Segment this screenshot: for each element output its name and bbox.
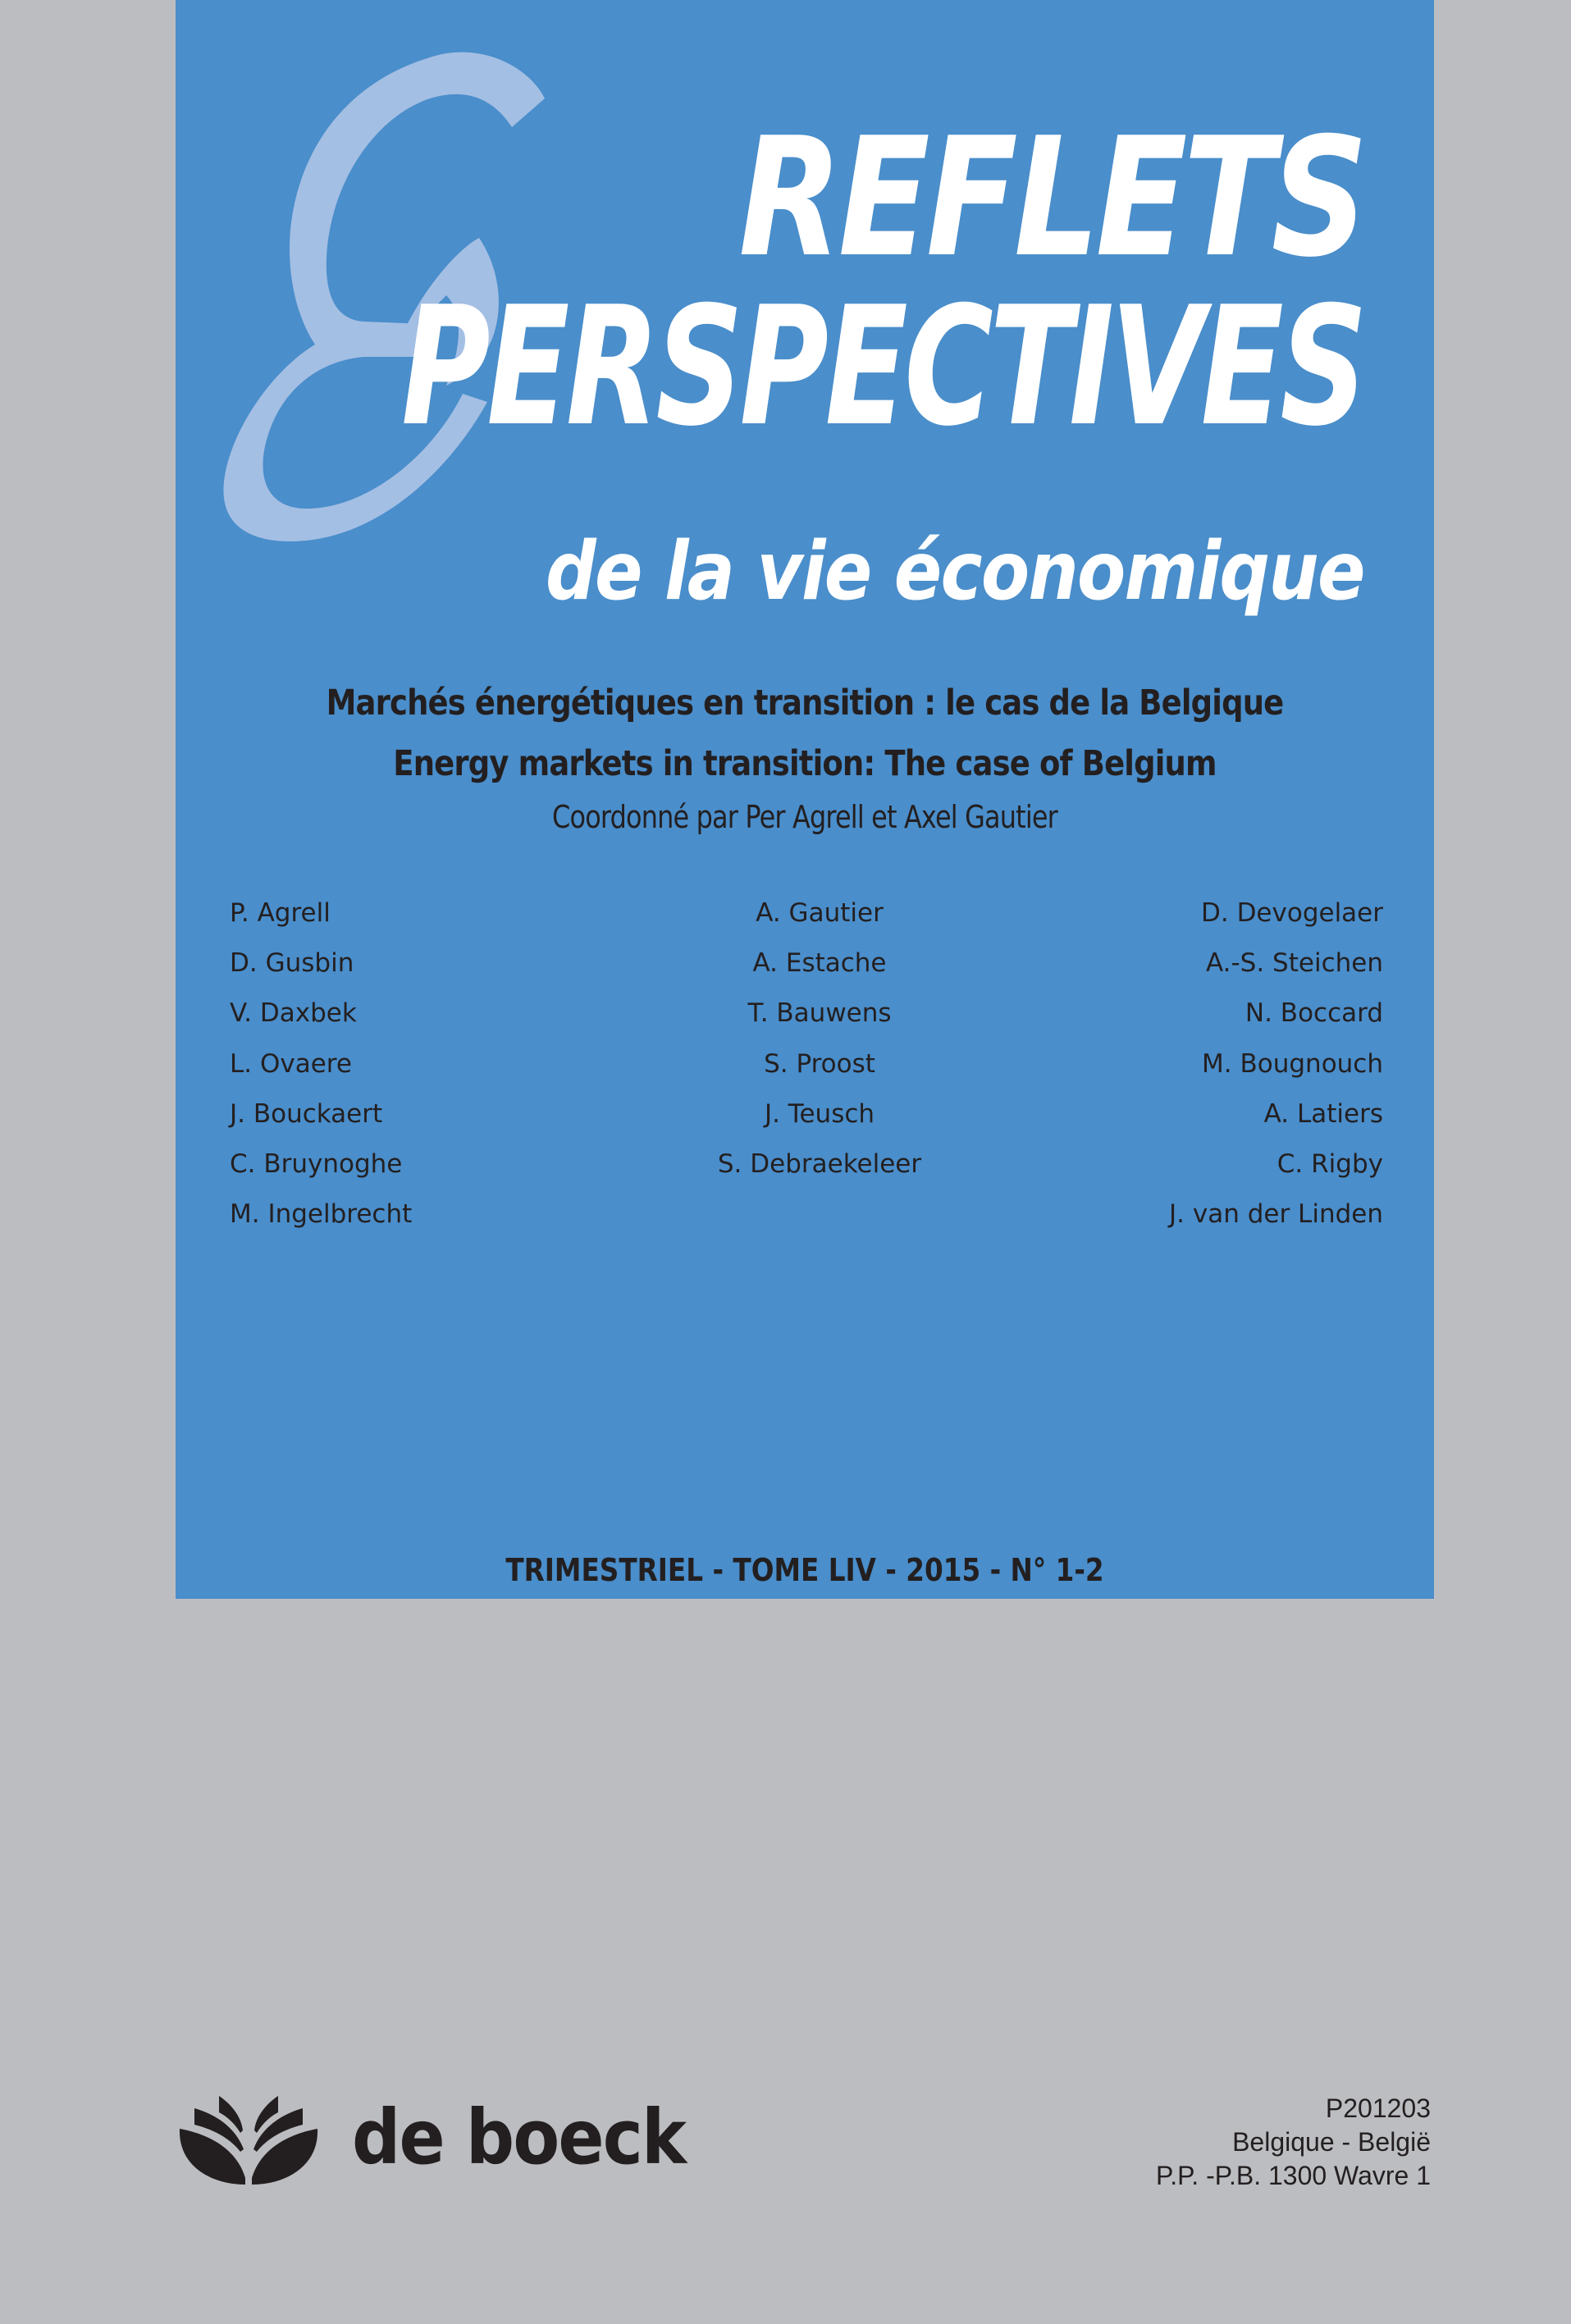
author-name: T. Bauwens [747, 998, 892, 1029]
authors-left-column [230, 894, 412, 1245]
author-name: M. Bougnouch [1202, 1048, 1383, 1079]
author-name: A. Latiers [1263, 1098, 1383, 1129]
theme-french: Marchés énergétiques en transition : le cas de la Belgique [326, 683, 1284, 724]
publisher-name: de boeck [352, 2093, 686, 2181]
author-name: P. Agrell [230, 898, 331, 928]
author-name: J. Bouckaert [230, 1098, 383, 1129]
author-name: V. Daxbek [230, 998, 357, 1029]
authors-middle-column [655, 894, 984, 1195]
author-name: M. Ingelbrecht [230, 1199, 413, 1230]
postal-office: P.P. -P.B. 1300 Wavre 1 [1155, 2161, 1431, 2190]
postal-info [1156, 2092, 1431, 2193]
author-name: D. Gusbin [230, 948, 354, 979]
author-name: A. Gautier [756, 898, 884, 928]
coordinators: Coordonné par Per Agrell et Axel Gautier [552, 799, 1057, 835]
issue-info: TRIMESTRIEL - TOME LIV - 2015 - N° 1-2 [505, 1552, 1104, 1588]
author-name: A.-S. Steichen [1205, 948, 1383, 979]
title-subtitle: de la vie économique [546, 525, 1364, 619]
title-reflets: REFLETS [738, 103, 1364, 294]
postal-country: Belgique - België [1232, 2127, 1431, 2157]
author-name: J. van der Linden [1169, 1199, 1383, 1230]
author-name: D. Devogelaer [1200, 898, 1383, 928]
author-name: A. Estache [752, 948, 887, 979]
publisher-logo [178, 2093, 722, 2185]
author-name: N. Boccard [1244, 998, 1383, 1029]
author-name: S. Debraekeleer [717, 1148, 922, 1179]
author-name: L. Ovaere [230, 1048, 352, 1079]
leaf-lotus-icon [178, 2096, 319, 2185]
author-name: S. Proost [764, 1048, 875, 1079]
postal-code: P201203 [1325, 2093, 1431, 2123]
title-perspectives: PERSPECTIVES [401, 272, 1364, 463]
theme-english: Energy markets in transition: The case of Belgium [393, 743, 1217, 784]
author-name: J. Teusch [764, 1098, 875, 1129]
author-name: C. Bruynoghe [230, 1148, 403, 1179]
authors-right-column [1169, 894, 1383, 1245]
cover-panel [176, 0, 1434, 1599]
author-name: C. Rigby [1276, 1148, 1383, 1179]
